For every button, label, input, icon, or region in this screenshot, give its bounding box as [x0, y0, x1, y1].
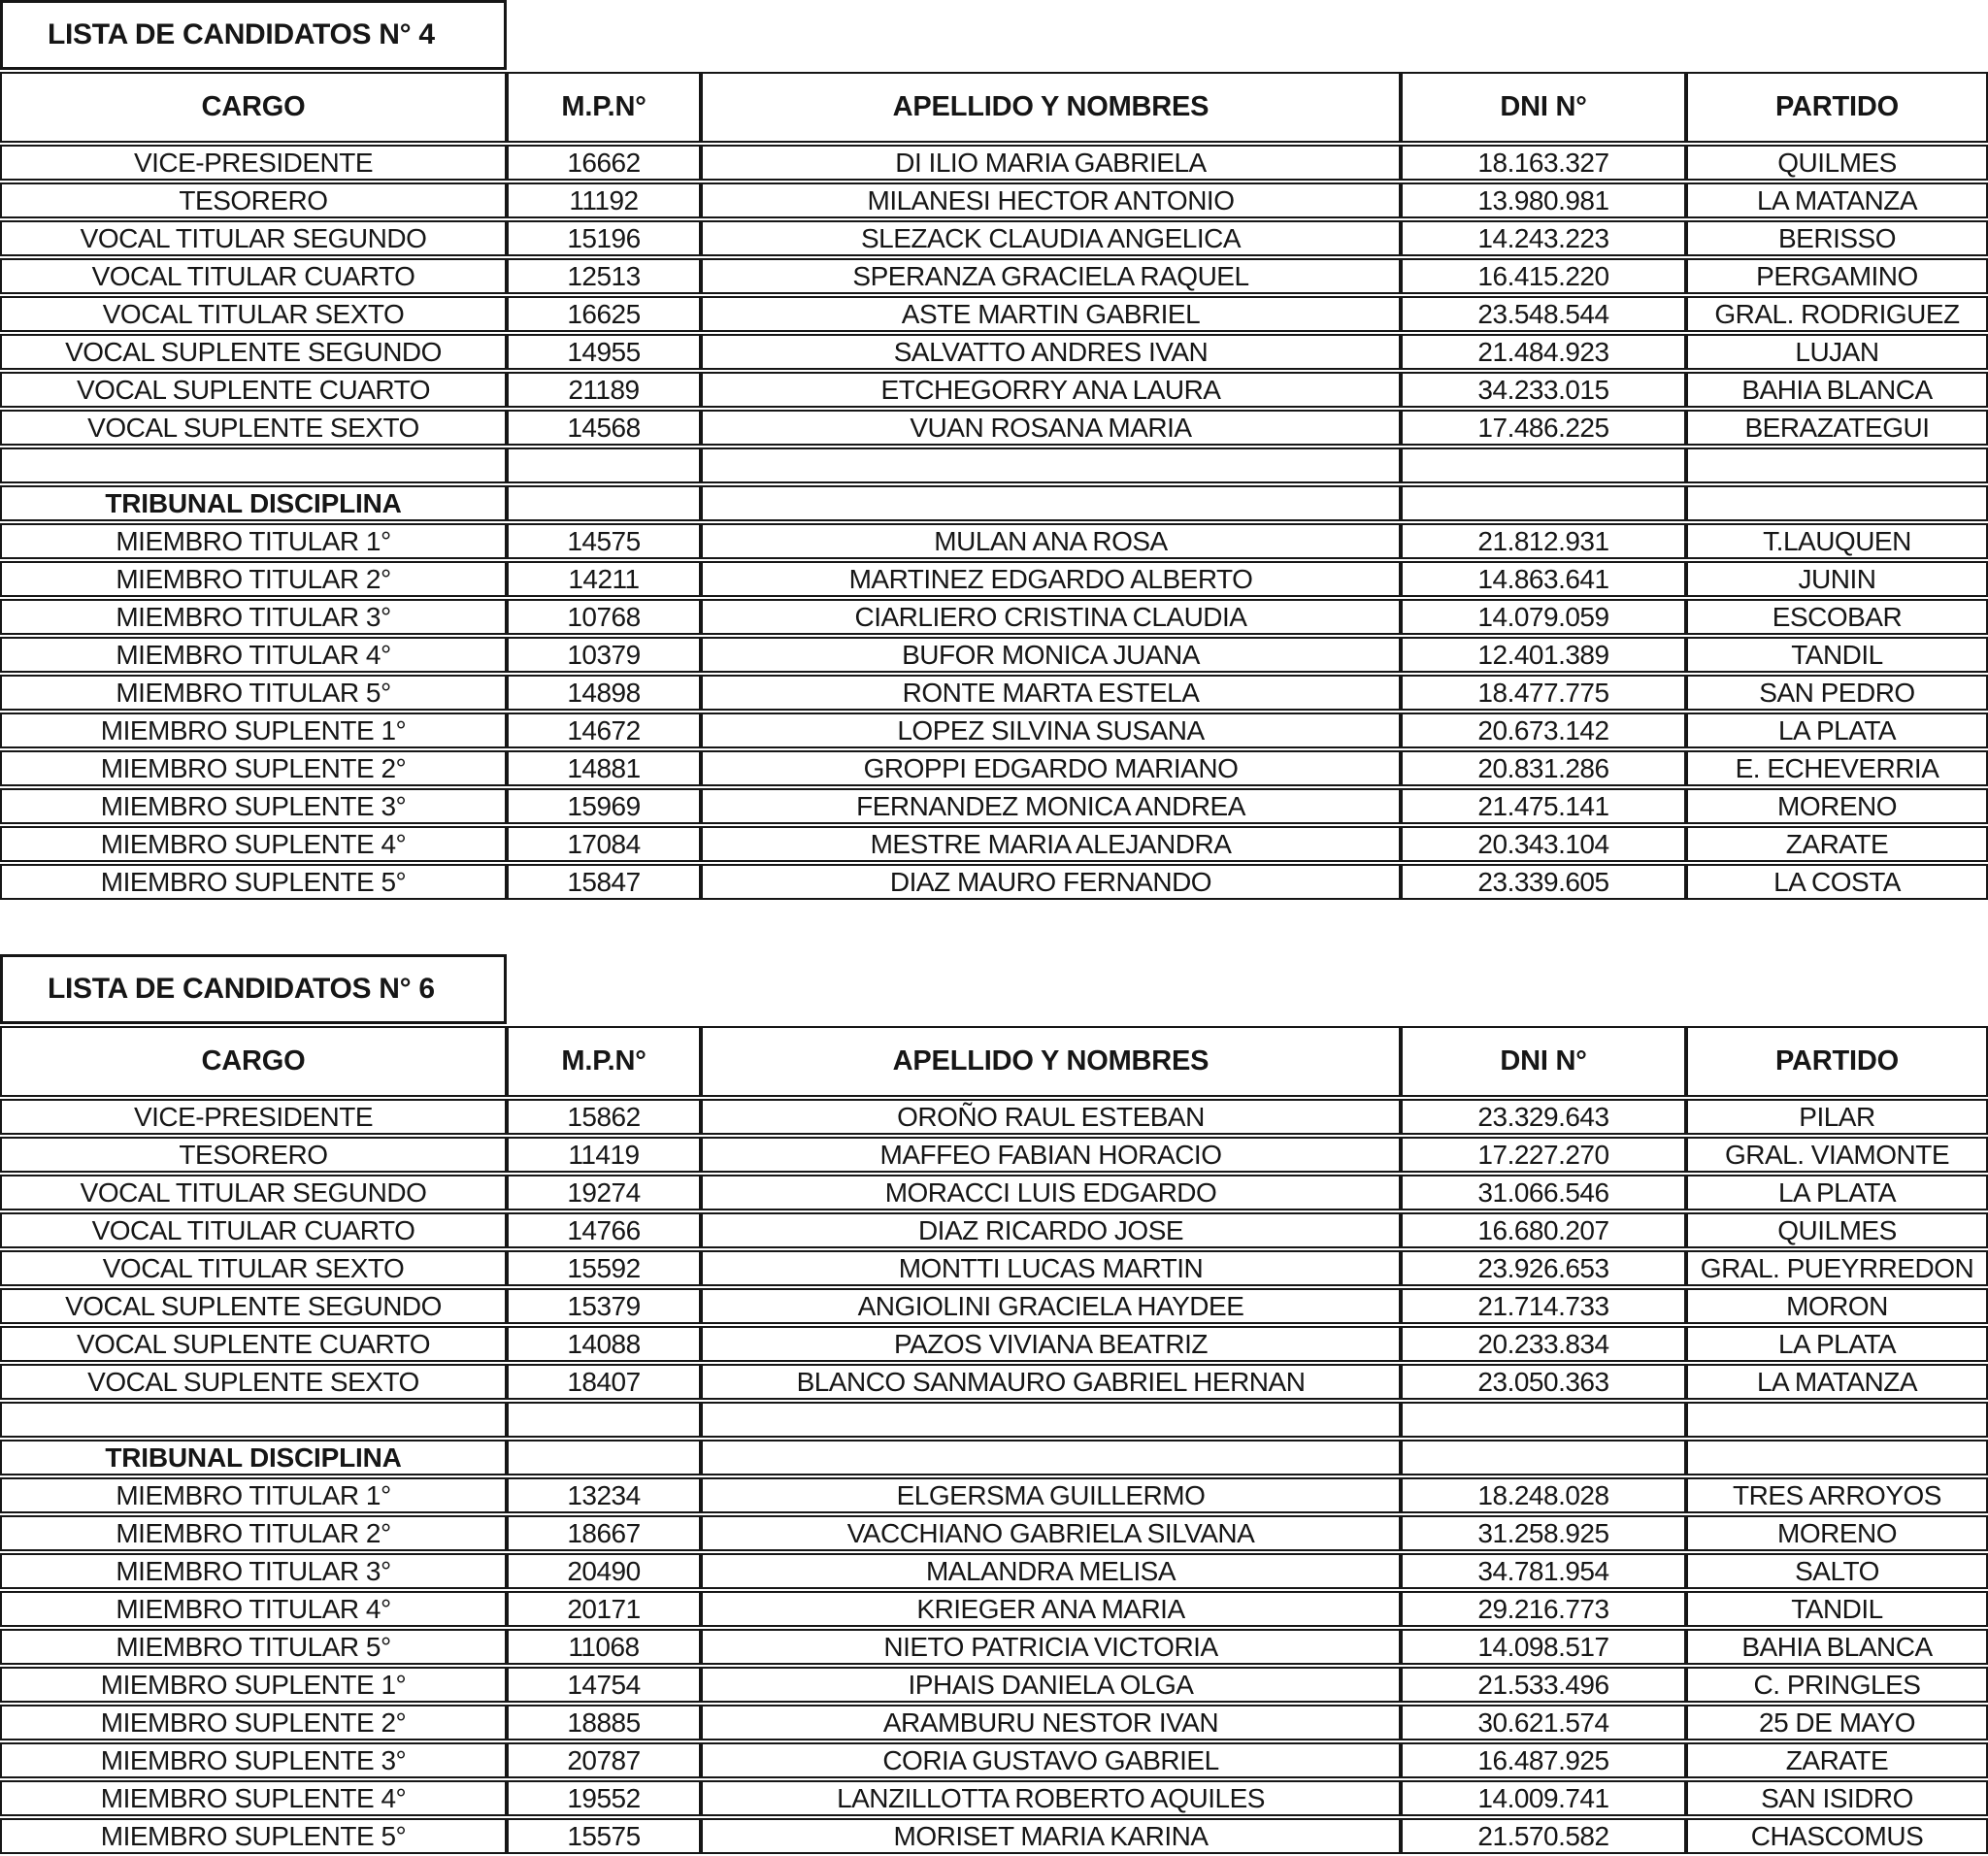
table-row	[0, 1591, 1988, 1627]
cell-cargo: VOCAL TITULAR SEXTO	[0, 1250, 507, 1286]
cell-cargo: MIEMBRO TITULAR 1°	[0, 1477, 507, 1513]
cell-dni: 17.486.225	[1401, 410, 1686, 446]
cell-dni: 21.714.733	[1401, 1288, 1686, 1324]
cell-dni: 34.781.954	[1401, 1553, 1686, 1589]
cell-dni: 18.163.327	[1401, 145, 1686, 181]
cell-nombre: OROÑO RAUL ESTEBAN	[701, 1099, 1401, 1135]
table-row	[0, 788, 1988, 824]
cell-partido: JUNIN	[1686, 561, 1988, 597]
cell-partido: LUJAN	[1686, 334, 1988, 370]
cell-cargo: VOCAL TITULAR SEXTO	[0, 296, 507, 332]
cell-dni: 20.673.142	[1401, 713, 1686, 748]
cell-cargo: MIEMBRO SUPLENTE 5°	[0, 1818, 507, 1854]
cell-partido: 25 DE MAYO	[1686, 1705, 1988, 1740]
cell-mp: 20787	[507, 1742, 701, 1778]
table-row	[0, 561, 1988, 597]
cell-nombre	[701, 447, 1401, 483]
column-header-dni: DNI N°	[1401, 1026, 1686, 1097]
table-row	[0, 1705, 1988, 1740]
cell-mp: 20171	[507, 1591, 701, 1627]
cell-cargo: MIEMBRO SUPLENTE 4°	[0, 1780, 507, 1816]
cell-partido: TANDIL	[1686, 1591, 1988, 1627]
cell-mp	[507, 1440, 701, 1475]
cell-dni: 21.812.931	[1401, 523, 1686, 559]
cell-nombre: SALVATTO ANDRES IVAN	[701, 334, 1401, 370]
cell-dni: 17.227.270	[1401, 1137, 1686, 1173]
cell-dni: 30.621.574	[1401, 1705, 1686, 1740]
cell-mp: 16625	[507, 296, 701, 332]
cell-partido: BERISSO	[1686, 220, 1988, 256]
cell-cargo: MIEMBRO TITULAR 1°	[0, 523, 507, 559]
cell-cargo: MIEMBRO SUPLENTE 5°	[0, 864, 507, 900]
table-row	[0, 1477, 1988, 1513]
table-row	[0, 1742, 1988, 1778]
cell-cargo: VOCAL SUPLENTE CUARTO	[0, 372, 507, 408]
cell-mp: 15969	[507, 788, 701, 824]
table-row	[0, 1326, 1988, 1362]
table-row	[0, 599, 1988, 635]
cell-mp: 18407	[507, 1364, 701, 1400]
cell-mp: 14898	[507, 675, 701, 711]
cell-mp: 14568	[507, 410, 701, 446]
cell-partido: CHASCOMUS	[1686, 1818, 1988, 1854]
table-row	[0, 826, 1988, 862]
list-title-box	[0, 0, 507, 70]
cell-mp: 15379	[507, 1288, 701, 1324]
table-row	[0, 410, 1988, 446]
cell-partido: PILAR	[1686, 1099, 1988, 1135]
cell-dni: 12.401.389	[1401, 637, 1686, 673]
cell-mp: 11192	[507, 182, 701, 218]
cell-partido: LA PLATA	[1686, 713, 1988, 748]
cell-mp: 18667	[507, 1515, 701, 1551]
cell-partido: GRAL. VIAMONTE	[1686, 1137, 1988, 1173]
cell-mp: 15862	[507, 1099, 701, 1135]
section-header-row	[0, 485, 1988, 521]
cell-partido: MORENO	[1686, 788, 1988, 824]
cell-cargo: VOCAL TITULAR SEGUNDO	[0, 220, 507, 256]
column-header-mp: M.P.N°	[507, 72, 701, 143]
cell-dni: 14.863.641	[1401, 561, 1686, 597]
cell-nombre: SLEZACK CLAUDIA ANGELICA	[701, 220, 1401, 256]
cell-cargo: MIEMBRO SUPLENTE 1°	[0, 713, 507, 748]
column-header-partido: PARTIDO	[1686, 72, 1988, 143]
candidates-table	[0, 70, 1988, 902]
table-row	[0, 372, 1988, 408]
cell-partido: MORON	[1686, 1288, 1988, 1324]
cell-cargo: VICE-PRESIDENTE	[0, 1099, 507, 1135]
cell-dni: 23.548.544	[1401, 296, 1686, 332]
cell-nombre: CIARLIERO CRISTINA CLAUDIA	[701, 599, 1401, 635]
cell-cargo: TESORERO	[0, 1137, 507, 1173]
cell-nombre: MONTTI LUCAS MARTIN	[701, 1250, 1401, 1286]
cell-dni: 29.216.773	[1401, 1591, 1686, 1627]
cell-dni: 23.050.363	[1401, 1364, 1686, 1400]
cell-partido: LA PLATA	[1686, 1326, 1988, 1362]
cell-dni: 23.926.653	[1401, 1250, 1686, 1286]
table-row	[0, 145, 1988, 181]
column-header-mp: M.P.N°	[507, 1026, 701, 1097]
cell-cargo: VOCAL TITULAR CUARTO	[0, 1212, 507, 1248]
cell-cargo: TRIBUNAL DISCIPLINA	[0, 1440, 507, 1475]
cell-dni	[1401, 1440, 1686, 1475]
cell-cargo: MIEMBRO TITULAR 2°	[0, 561, 507, 597]
cell-cargo	[0, 1402, 507, 1438]
cell-partido: GRAL. RODRIGUEZ	[1686, 296, 1988, 332]
cell-nombre: FERNANDEZ MONICA ANDREA	[701, 788, 1401, 824]
cell-mp: 14575	[507, 523, 701, 559]
cell-dni: 20.831.286	[1401, 750, 1686, 786]
cell-dni: 23.339.605	[1401, 864, 1686, 900]
table-row	[0, 1288, 1988, 1324]
cell-mp: 17084	[507, 826, 701, 862]
cell-mp: 21189	[507, 372, 701, 408]
cell-nombre: MAFFEO FABIAN HORACIO	[701, 1137, 1401, 1173]
cell-partido: T.LAUQUEN	[1686, 523, 1988, 559]
cell-cargo: MIEMBRO SUPLENTE 4°	[0, 826, 507, 862]
cell-mp: 15575	[507, 1818, 701, 1854]
table-row	[0, 1250, 1988, 1286]
column-header-apellido: APELLIDO Y NOMBRES	[701, 72, 1401, 143]
cell-dni: 16.487.925	[1401, 1742, 1686, 1778]
table-row	[0, 1553, 1988, 1589]
cell-partido: ZARATE	[1686, 826, 1988, 862]
cell-nombre: PAZOS VIVIANA BEATRIZ	[701, 1326, 1401, 1362]
cell-nombre: LOPEZ SILVINA SUSANA	[701, 713, 1401, 748]
cell-mp: 15592	[507, 1250, 701, 1286]
cell-cargo: MIEMBRO SUPLENTE 1°	[0, 1667, 507, 1703]
cell-cargo: TESORERO	[0, 182, 507, 218]
column-header-cargo: CARGO	[0, 1026, 507, 1097]
cell-nombre: LANZILLOTTA ROBERTO AQUILES	[701, 1780, 1401, 1816]
cell-mp: 19274	[507, 1175, 701, 1210]
cell-nombre: SPERANZA GRACIELA RAQUEL	[701, 258, 1401, 294]
list-title: LISTA DE CANDIDATOS N° 6	[48, 973, 435, 1005]
cell-nombre: ELGERSMA GUILLERMO	[701, 1477, 1401, 1513]
cell-nombre: ANGIOLINI GRACIELA HAYDEE	[701, 1288, 1401, 1324]
cell-nombre: MULAN ANA ROSA	[701, 523, 1401, 559]
column-header-apellido: APELLIDO Y NOMBRES	[701, 1026, 1401, 1097]
cell-partido: E. ECHEVERRIA	[1686, 750, 1988, 786]
table-row	[0, 750, 1988, 786]
table-row	[0, 1175, 1988, 1210]
cell-cargo: VICE-PRESIDENTE	[0, 145, 507, 181]
table-row	[0, 1818, 1988, 1854]
cell-partido	[1686, 447, 1988, 483]
cell-mp: 15847	[507, 864, 701, 900]
table-row	[0, 258, 1988, 294]
table-row	[0, 675, 1988, 711]
cell-dni: 16.415.220	[1401, 258, 1686, 294]
cell-dni: 20.343.104	[1401, 826, 1686, 862]
cell-cargo: MIEMBRO TITULAR 5°	[0, 675, 507, 711]
cell-mp: 14881	[507, 750, 701, 786]
cell-dni: 20.233.834	[1401, 1326, 1686, 1362]
cell-nombre: NIETO PATRICIA VICTORIA	[701, 1629, 1401, 1665]
cell-dni: 21.475.141	[1401, 788, 1686, 824]
cell-nombre: MORISET MARIA KARINA	[701, 1818, 1401, 1854]
cell-partido: MORENO	[1686, 1515, 1988, 1551]
cell-mp	[507, 485, 701, 521]
table-row	[0, 1212, 1988, 1248]
cell-nombre: MALANDRA MELISA	[701, 1553, 1401, 1589]
cell-mp: 14754	[507, 1667, 701, 1703]
candidates-table	[0, 1024, 1988, 1856]
cell-partido: ESCOBAR	[1686, 599, 1988, 635]
cell-dni: 13.980.981	[1401, 182, 1686, 218]
table-row	[0, 1364, 1988, 1400]
cell-nombre: MORACCI LUIS EDGARDO	[701, 1175, 1401, 1210]
cell-cargo: MIEMBRO TITULAR 4°	[0, 637, 507, 673]
cell-partido: LA PLATA	[1686, 1175, 1988, 1210]
cell-dni: 16.680.207	[1401, 1212, 1686, 1248]
table-row	[0, 1515, 1988, 1551]
cell-mp: 14955	[507, 334, 701, 370]
cell-mp: 13234	[507, 1477, 701, 1513]
cell-nombre	[701, 485, 1401, 521]
cell-mp: 20490	[507, 1553, 701, 1589]
cell-dni	[1401, 485, 1686, 521]
cell-dni	[1401, 447, 1686, 483]
header-row	[0, 1026, 1988, 1097]
cell-mp: 14672	[507, 713, 701, 748]
spacer-row	[0, 447, 1988, 483]
cell-cargo: MIEMBRO SUPLENTE 2°	[0, 750, 507, 786]
cell-mp: 12513	[507, 258, 701, 294]
cell-partido: SALTO	[1686, 1553, 1988, 1589]
cell-dni: 34.233.015	[1401, 372, 1686, 408]
cell-cargo: VOCAL TITULAR CUARTO	[0, 258, 507, 294]
cell-nombre: DI ILIO MARIA GABRIELA	[701, 145, 1401, 181]
cell-nombre: DIAZ MAURO FERNANDO	[701, 864, 1401, 900]
cell-mp: 16662	[507, 145, 701, 181]
table-row	[0, 713, 1988, 748]
cell-mp: 14211	[507, 561, 701, 597]
cell-partido: LA MATANZA	[1686, 1364, 1988, 1400]
cell-partido: ZARATE	[1686, 1742, 1988, 1778]
cell-mp: 10379	[507, 637, 701, 673]
cell-dni: 31.258.925	[1401, 1515, 1686, 1551]
cell-cargo: VOCAL SUPLENTE CUARTO	[0, 1326, 507, 1362]
cell-nombre: VUAN ROSANA MARIA	[701, 410, 1401, 446]
cell-nombre: ASTE MARTIN GABRIEL	[701, 296, 1401, 332]
cell-nombre: KRIEGER ANA MARIA	[701, 1591, 1401, 1627]
table-row	[0, 1629, 1988, 1665]
cell-partido: QUILMES	[1686, 145, 1988, 181]
cell-dni: 21.533.496	[1401, 1667, 1686, 1703]
section-header-row	[0, 1440, 1988, 1475]
cell-mp: 15196	[507, 220, 701, 256]
cell-cargo: VOCAL TITULAR SEGUNDO	[0, 1175, 507, 1210]
candidate-list-section-4	[0, 0, 1988, 902]
candidate-list-section-6	[0, 954, 1988, 1856]
cell-mp: 18885	[507, 1705, 701, 1740]
spacer-row	[0, 1402, 1988, 1438]
table-row	[0, 1099, 1988, 1135]
cell-partido: BAHIA BLANCA	[1686, 372, 1988, 408]
list-title: LISTA DE CANDIDATOS N° 4	[48, 18, 435, 50]
table-row	[0, 182, 1988, 218]
cell-nombre: RONTE MARTA ESTELA	[701, 675, 1401, 711]
cell-mp: 11068	[507, 1629, 701, 1665]
cell-nombre: CORIA GUSTAVO GABRIEL	[701, 1742, 1401, 1778]
cell-cargo: MIEMBRO TITULAR 5°	[0, 1629, 507, 1665]
table-row	[0, 334, 1988, 370]
cell-cargo: MIEMBRO TITULAR 3°	[0, 1553, 507, 1589]
cell-partido: QUILMES	[1686, 1212, 1988, 1248]
cell-dni	[1401, 1402, 1686, 1438]
cell-partido: GRAL. PUEYRREDON	[1686, 1250, 1988, 1286]
cell-mp: 14766	[507, 1212, 701, 1248]
cell-cargo: VOCAL SUPLENTE SEGUNDO	[0, 1288, 507, 1324]
cell-dni: 14.009.741	[1401, 1780, 1686, 1816]
cell-cargo: MIEMBRO TITULAR 3°	[0, 599, 507, 635]
cell-cargo: MIEMBRO SUPLENTE 3°	[0, 1742, 507, 1778]
cell-cargo: MIEMBRO TITULAR 2°	[0, 1515, 507, 1551]
cell-mp: 14088	[507, 1326, 701, 1362]
cell-dni: 18.248.028	[1401, 1477, 1686, 1513]
cell-partido	[1686, 485, 1988, 521]
cell-nombre: ARAMBURU NESTOR IVAN	[701, 1705, 1401, 1740]
cell-mp	[507, 447, 701, 483]
cell-cargo	[0, 447, 507, 483]
cell-partido: C. PRINGLES	[1686, 1667, 1988, 1703]
cell-partido: LA COSTA	[1686, 864, 1988, 900]
cell-partido: BAHIA BLANCA	[1686, 1629, 1988, 1665]
cell-nombre: MILANESI HECTOR ANTONIO	[701, 182, 1401, 218]
list-title-box	[0, 954, 507, 1024]
cell-cargo: MIEMBRO SUPLENTE 2°	[0, 1705, 507, 1740]
cell-nombre: GROPPI EDGARDO MARIANO	[701, 750, 1401, 786]
column-header-dni: DNI N°	[1401, 72, 1686, 143]
cell-cargo: VOCAL SUPLENTE SEXTO	[0, 1364, 507, 1400]
table-row	[0, 1137, 1988, 1173]
cell-cargo: MIEMBRO TITULAR 4°	[0, 1591, 507, 1627]
table-row	[0, 1667, 1988, 1703]
cell-cargo: TRIBUNAL DISCIPLINA	[0, 485, 507, 521]
column-header-partido: PARTIDO	[1686, 1026, 1988, 1097]
cell-partido: PERGAMINO	[1686, 258, 1988, 294]
cell-partido: SAN ISIDRO	[1686, 1780, 1988, 1816]
cell-nombre: BLANCO SANMAURO GABRIEL HERNAN	[701, 1364, 1401, 1400]
cell-dni: 21.484.923	[1401, 334, 1686, 370]
table-row	[0, 1780, 1988, 1816]
cell-nombre: MARTINEZ EDGARDO ALBERTO	[701, 561, 1401, 597]
cell-cargo: VOCAL SUPLENTE SEXTO	[0, 410, 507, 446]
header-row	[0, 72, 1988, 143]
cell-mp: 10768	[507, 599, 701, 635]
cell-nombre: ETCHEGORRY ANA LAURA	[701, 372, 1401, 408]
cell-mp	[507, 1402, 701, 1438]
cell-nombre: DIAZ RICARDO JOSE	[701, 1212, 1401, 1248]
table-row	[0, 220, 1988, 256]
cell-nombre: BUFOR MONICA JUANA	[701, 637, 1401, 673]
cell-partido: TANDIL	[1686, 637, 1988, 673]
cell-dni: 14.243.223	[1401, 220, 1686, 256]
cell-dni: 18.477.775	[1401, 675, 1686, 711]
cell-nombre	[701, 1440, 1401, 1475]
cell-partido	[1686, 1402, 1988, 1438]
cell-dni: 14.079.059	[1401, 599, 1686, 635]
cell-nombre: IPHAIS DANIELA OLGA	[701, 1667, 1401, 1703]
column-header-cargo: CARGO	[0, 72, 507, 143]
table-row	[0, 637, 1988, 673]
cell-partido: LA MATANZA	[1686, 182, 1988, 218]
cell-partido: SAN PEDRO	[1686, 675, 1988, 711]
cell-dni: 31.066.546	[1401, 1175, 1686, 1210]
cell-nombre	[701, 1402, 1401, 1438]
table-row	[0, 296, 1988, 332]
table-row	[0, 864, 1988, 900]
cell-mp: 11419	[507, 1137, 701, 1173]
cell-nombre: MESTRE MARIA ALEJANDRA	[701, 826, 1401, 862]
cell-nombre: VACCHIANO GABRIELA SILVANA	[701, 1515, 1401, 1551]
cell-cargo: MIEMBRO SUPLENTE 3°	[0, 788, 507, 824]
cell-dni: 21.570.582	[1401, 1818, 1686, 1854]
cell-cargo: VOCAL SUPLENTE SEGUNDO	[0, 334, 507, 370]
cell-partido: BERAZATEGUI	[1686, 410, 1988, 446]
table-row	[0, 523, 1988, 559]
cell-partido	[1686, 1440, 1988, 1475]
cell-partido: TRES ARROYOS	[1686, 1477, 1988, 1513]
cell-dni: 14.098.517	[1401, 1629, 1686, 1665]
cell-mp: 19552	[507, 1780, 701, 1816]
cell-dni: 23.329.643	[1401, 1099, 1686, 1135]
